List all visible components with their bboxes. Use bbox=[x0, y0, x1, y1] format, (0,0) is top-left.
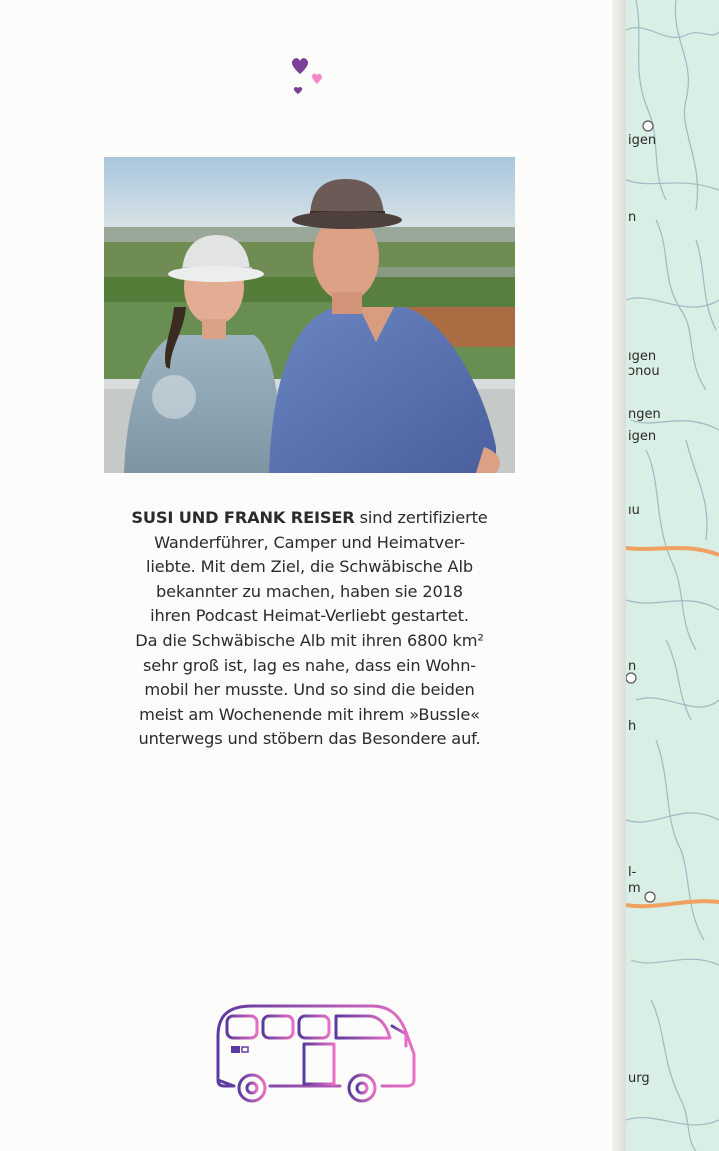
author-bio bbox=[104, 506, 515, 752]
bio-line-5: ihren Podcast Heimat-Verliebt gestartet. bbox=[150, 606, 469, 626]
map-label: h bbox=[628, 719, 637, 734]
page-fold-shadow bbox=[612, 0, 626, 1151]
bio-line-4: bekannter zu machen, haben sie 2018 bbox=[156, 581, 463, 601]
map-label: l- bbox=[628, 865, 637, 880]
bio-line-6: Da die Schwäbische Alb mit ihren 6800 km² bbox=[135, 630, 484, 650]
map-label: m bbox=[628, 881, 641, 896]
bio-line-10: unterwegs und stöbern das Besondere auf. bbox=[138, 729, 481, 749]
map-label: n bbox=[628, 210, 637, 225]
author-photo bbox=[104, 157, 515, 473]
bio-line-7: sehr groß ist, lag es nahe, dass ein Wohn- bbox=[143, 655, 476, 675]
bio-line-8: mobil her musste. Und so sind die beiden bbox=[144, 680, 475, 700]
map-label: igen bbox=[628, 429, 657, 444]
map-label: igen bbox=[628, 133, 657, 148]
map-label: ɔnou bbox=[628, 364, 660, 379]
map-label: ıgen bbox=[628, 349, 657, 364]
map-label: ıu bbox=[628, 503, 640, 518]
map-label: ngen bbox=[628, 407, 661, 422]
map-flap bbox=[626, 0, 719, 1151]
camper-van-icon bbox=[212, 998, 420, 1108]
hearts-icon bbox=[286, 54, 330, 98]
map-label: n bbox=[628, 659, 637, 674]
bio-line-2: Wanderführer, Camper und Heimatver- bbox=[154, 532, 465, 552]
author-names: SUSI UND FRANK REISER bbox=[131, 508, 355, 527]
bio-line-9: meist am Wochenende mit ihrem »Bussle« bbox=[139, 704, 480, 724]
bio-line-3: liebte. Mit dem Ziel, die Schwäbische Alb bbox=[146, 557, 473, 577]
map-label: urg bbox=[628, 1071, 650, 1086]
bio-line-1: SUSI UND FRANK REISER sind zertifizierte bbox=[131, 508, 488, 527]
